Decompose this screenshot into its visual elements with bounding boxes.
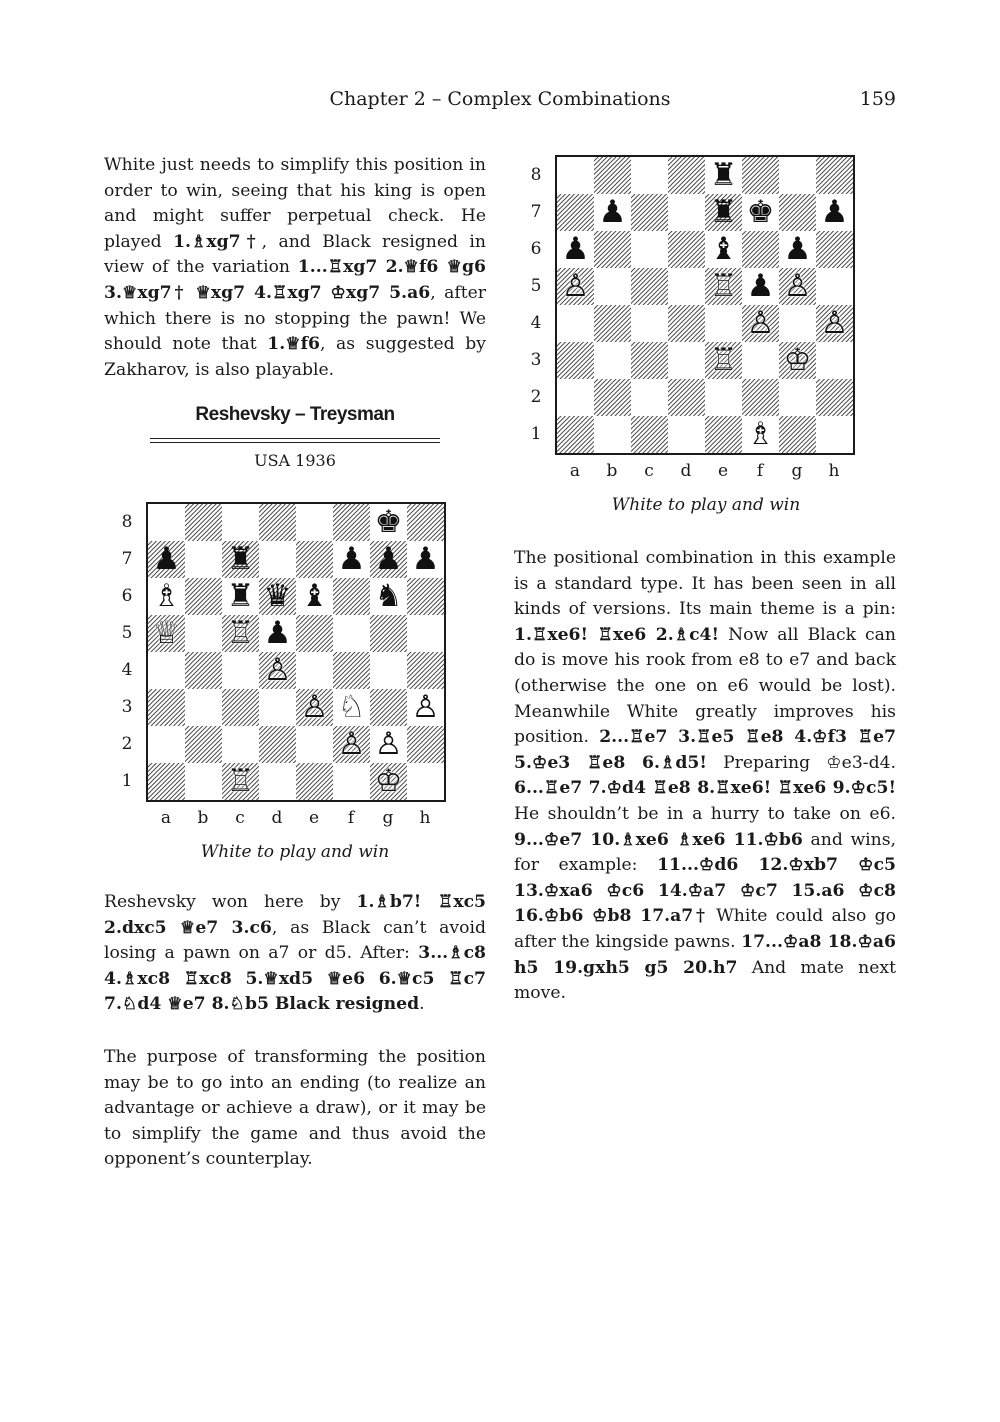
file-label: h xyxy=(828,461,840,481)
black-piece-g8: ♚ xyxy=(374,504,403,540)
file-label: e xyxy=(717,461,729,481)
square-c1 xyxy=(631,416,668,453)
square-f4 xyxy=(333,652,370,689)
square-f8 xyxy=(742,157,779,194)
square-a4 xyxy=(148,652,185,689)
text-run: He shouldn’t be in a hurry to take on e6. xyxy=(514,803,896,824)
text-run: White just needs to simplify this position in order to win, seeing that his king is open and might suffer perpetual check. He played xyxy=(104,155,486,252)
title-rule-bottom xyxy=(150,442,440,443)
rank-label: 7 xyxy=(121,549,133,569)
black-piece-d5: ♟ xyxy=(263,615,292,651)
move-notation: 1.♗b7! ♖xc5 2.dxc5 ♕e7 3.c6 xyxy=(104,892,487,938)
white-piece-g3: ♔ xyxy=(783,342,812,378)
white-piece-a6: ♗ xyxy=(152,578,181,614)
file-label: a xyxy=(569,461,581,481)
square-b8 xyxy=(185,504,222,541)
square-d2 xyxy=(259,726,296,763)
chess-board-1 xyxy=(146,502,446,802)
black-piece-c6: ♜ xyxy=(226,578,255,614)
file-label: h xyxy=(419,808,431,828)
black-piece-g7: ♟ xyxy=(374,541,403,577)
square-a3 xyxy=(148,689,185,726)
square-a1 xyxy=(557,416,594,453)
rank-label: 6 xyxy=(530,239,542,259)
square-e1 xyxy=(705,416,742,453)
white-piece-e3: ♖ xyxy=(709,342,738,378)
move-notation: 17...♔a8 18.♔a6 h5 19.gxh5 g5 20.h7 xyxy=(514,931,896,978)
rank-label: 4 xyxy=(530,313,542,333)
white-piece-a5: ♙ xyxy=(561,268,590,304)
rank-label: 6 xyxy=(121,586,133,606)
square-g4 xyxy=(779,305,816,342)
square-d7 xyxy=(259,541,296,578)
black-piece-d6: ♛ xyxy=(263,578,292,614)
move-notation: 2...♖e7 3.♖e5 ♖e8 4.♔f3 ♖e7 5.♔e3 ♖e8 6.♗d5! xyxy=(514,727,897,773)
square-h1 xyxy=(816,416,853,453)
left-column-analysis xyxy=(104,890,486,1018)
square-d1 xyxy=(259,763,296,800)
right-paragraph xyxy=(514,546,896,1007)
square-b4 xyxy=(594,305,631,342)
file-label: e xyxy=(308,808,320,828)
square-g5 xyxy=(370,615,407,652)
analysis-paragraph xyxy=(104,890,486,1018)
square-h2 xyxy=(816,379,853,416)
text-run: White could also go after the kingside pawns. xyxy=(514,906,896,952)
white-piece-g5: ♙ xyxy=(783,268,812,304)
white-piece-g1: ♔ xyxy=(374,763,403,799)
white-piece-d4: ♙ xyxy=(263,652,292,688)
black-piece-c7: ♜ xyxy=(226,541,255,577)
white-piece-h4: ♙ xyxy=(820,305,849,341)
square-d2 xyxy=(668,379,705,416)
square-c6 xyxy=(631,231,668,268)
square-h2 xyxy=(407,726,444,763)
move-notation: 1.♕f6 xyxy=(267,334,320,355)
square-e2 xyxy=(705,379,742,416)
black-piece-f7: ♟ xyxy=(337,541,366,577)
square-g1 xyxy=(779,416,816,453)
square-g3 xyxy=(370,689,407,726)
square-d3 xyxy=(668,342,705,379)
left-column-closing xyxy=(104,1045,486,1173)
square-b7 xyxy=(185,541,222,578)
square-c5 xyxy=(631,268,668,305)
file-label: g xyxy=(791,461,803,481)
file-label: c xyxy=(235,808,245,828)
square-h8 xyxy=(407,504,444,541)
square-f5 xyxy=(333,615,370,652)
board-1-caption: White to play and win xyxy=(200,842,390,862)
move-notation: 9...♔e7 10.♗xe6 ♗xe6 11.♔b6 xyxy=(514,829,803,850)
black-piece-e7: ♜ xyxy=(709,194,738,230)
file-label: c xyxy=(644,461,654,481)
square-a8 xyxy=(557,157,594,194)
white-piece-f1: ♗ xyxy=(746,416,775,452)
square-c8 xyxy=(222,504,259,541)
move-notation: 1.♗xg7† xyxy=(173,231,262,252)
square-h6 xyxy=(407,578,444,615)
square-f3 xyxy=(742,342,779,379)
square-a2 xyxy=(557,379,594,416)
square-d8 xyxy=(259,504,296,541)
square-a8 xyxy=(148,504,185,541)
intro-paragraph xyxy=(104,153,486,383)
square-b6 xyxy=(594,231,631,268)
right-column-text xyxy=(514,546,896,1007)
move-notation: 6...♖e7 7.♔d4 ♖e8 8.♖xe6! ♖xe6 9.♔c5! xyxy=(514,778,896,799)
text-run: , after which there is no stopping the pawn! We should note that xyxy=(104,282,486,355)
rank-label: 7 xyxy=(530,202,542,222)
square-b1 xyxy=(594,416,631,453)
square-e4 xyxy=(705,305,742,342)
square-h5 xyxy=(816,268,853,305)
file-label: f xyxy=(756,461,764,481)
square-g7 xyxy=(779,194,816,231)
square-d7 xyxy=(668,194,705,231)
square-c3 xyxy=(631,342,668,379)
square-f6 xyxy=(333,578,370,615)
file-label: d xyxy=(680,461,692,481)
rank-label: 5 xyxy=(121,623,133,643)
white-piece-a5: ♕ xyxy=(152,615,181,651)
square-f2 xyxy=(742,379,779,416)
text-run: The purpose of transforming the position may be to go into an ending (to realize an advantage or achieve a draw), or it may be to simplify the game and thus avoid the opponent’s counterplay. xyxy=(104,1047,486,1170)
black-piece-e6: ♝ xyxy=(709,231,738,267)
square-b2 xyxy=(594,379,631,416)
square-e7 xyxy=(296,541,333,578)
square-d1 xyxy=(668,416,705,453)
move-notation: 1...♖xg7 2.♕f6 ♕g6 3.♕xg7† ♕xg7 4.♖xg7 ♔xg7 5.a6 xyxy=(104,257,486,303)
text-run: And mate next move. xyxy=(514,957,896,1004)
white-piece-g2: ♙ xyxy=(374,726,403,762)
white-piece-e3: ♙ xyxy=(300,689,329,725)
square-h5 xyxy=(407,615,444,652)
square-e8 xyxy=(296,504,333,541)
white-piece-e5: ♖ xyxy=(709,268,738,304)
square-a4 xyxy=(557,305,594,342)
rank-label: 1 xyxy=(121,771,133,791)
file-label: d xyxy=(271,808,283,828)
square-b4 xyxy=(185,652,222,689)
square-c4 xyxy=(222,652,259,689)
file-label: b xyxy=(606,461,618,481)
square-a1 xyxy=(148,763,185,800)
black-piece-h7: ♟ xyxy=(411,541,440,577)
square-d8 xyxy=(668,157,705,194)
black-piece-f5: ♟ xyxy=(746,268,775,304)
white-piece-h3: ♙ xyxy=(411,689,440,725)
rank-label: 4 xyxy=(121,660,133,680)
square-e4 xyxy=(296,652,333,689)
rank-label: 8 xyxy=(530,165,542,185)
file-label: g xyxy=(382,808,394,828)
square-b3 xyxy=(594,342,631,379)
white-piece-f4: ♙ xyxy=(746,305,775,341)
move-notation: 11...♔d6 12.♔xb7 ♔c5 13.♔xa6 ♔c6 14.♔a7 ♔c7 15.a6 ♔c8 16.♔b6 ♔b8 17.a7† xyxy=(514,855,896,927)
chess-board-2 xyxy=(555,155,855,455)
title-rule-top xyxy=(150,438,440,439)
square-c4 xyxy=(631,305,668,342)
square-b3 xyxy=(185,689,222,726)
text-run: Preparing ♔e3-d4. xyxy=(706,752,896,773)
square-a2 xyxy=(148,726,185,763)
rank-label: 3 xyxy=(530,350,542,370)
chapter-title: Chapter 2 – Complex Combinations xyxy=(329,88,671,110)
square-b5 xyxy=(185,615,222,652)
square-a3 xyxy=(557,342,594,379)
white-piece-f3: ♘ xyxy=(337,689,366,725)
square-c3 xyxy=(222,689,259,726)
square-c2 xyxy=(222,726,259,763)
square-g4 xyxy=(370,652,407,689)
rank-label: 2 xyxy=(530,387,542,407)
square-h8 xyxy=(816,157,853,194)
square-b8 xyxy=(594,157,631,194)
white-piece-f2: ♙ xyxy=(337,726,366,762)
square-d6 xyxy=(668,231,705,268)
rank-label: 1 xyxy=(530,424,542,444)
square-a7 xyxy=(557,194,594,231)
square-h6 xyxy=(816,231,853,268)
square-f6 xyxy=(742,231,779,268)
black-piece-b7: ♟ xyxy=(598,194,627,230)
square-b6 xyxy=(185,578,222,615)
square-c2 xyxy=(631,379,668,416)
square-d5 xyxy=(668,268,705,305)
text-run: , and Black resigned in view of the variation xyxy=(104,231,486,278)
square-g8 xyxy=(779,157,816,194)
black-piece-a6: ♟ xyxy=(561,231,590,267)
square-c8 xyxy=(631,157,668,194)
move-notation: 1.♖xe6! ♖xe6 2.♗c4! xyxy=(514,624,720,645)
rank-label: 8 xyxy=(121,512,133,532)
page-number: 159 xyxy=(859,88,896,110)
black-piece-e8: ♜ xyxy=(709,157,738,193)
page-header xyxy=(104,84,896,116)
rank-label: 3 xyxy=(121,697,133,717)
file-label: a xyxy=(160,808,172,828)
square-c7 xyxy=(631,194,668,231)
square-f1 xyxy=(333,763,370,800)
text-run: , as suggested by Zakharov, is also playable. xyxy=(104,334,486,380)
square-b5 xyxy=(594,268,631,305)
move-notation: 3...♗c8 4.♗xc8 ♖xc8 5.♕xd5 ♕e6 6.♕c5 ♖c7 7.♘d4 ♕e7 8.♘b5 Black resigned xyxy=(104,943,486,1015)
square-h4 xyxy=(407,652,444,689)
square-b1 xyxy=(185,763,222,800)
file-label: f xyxy=(347,808,355,828)
closing-paragraph xyxy=(104,1045,486,1173)
left-column-intro xyxy=(104,153,486,383)
black-piece-h7: ♟ xyxy=(820,194,849,230)
black-piece-e6: ♝ xyxy=(300,578,329,614)
square-f8 xyxy=(333,504,370,541)
black-piece-g6: ♞ xyxy=(374,578,403,614)
board-2-caption: White to play and win xyxy=(611,495,801,515)
text-run: and wins, for example: xyxy=(514,829,897,876)
square-h1 xyxy=(407,763,444,800)
file-label: b xyxy=(197,808,209,828)
black-piece-a7: ♟ xyxy=(152,541,181,577)
square-g2 xyxy=(779,379,816,416)
text-run: , as Black can’t avoid losing a pawn on a7 or d5. After: xyxy=(104,917,486,964)
square-d4 xyxy=(668,305,705,342)
rank-label: 2 xyxy=(121,734,133,754)
white-piece-c5: ♖ xyxy=(226,615,255,651)
black-piece-f7: ♚ xyxy=(746,194,775,230)
text-run: Reshevsky won here by xyxy=(104,892,357,912)
text-run: . xyxy=(419,994,425,1015)
square-e5 xyxy=(296,615,333,652)
square-h3 xyxy=(816,342,853,379)
square-e1 xyxy=(296,763,333,800)
square-d3 xyxy=(259,689,296,726)
text-run: Now all Black can do is move his rook from e8 to e7 and back (otherwise the one on e6 would be lost). Meanwhile White greatly improves his position. xyxy=(514,624,896,748)
square-b2 xyxy=(185,726,222,763)
square-e2 xyxy=(296,726,333,763)
black-piece-g6: ♟ xyxy=(783,231,812,267)
text-run: The positional combination in this example is a standard type. It has been seen in all kinds of versions. Its main theme is a pin: xyxy=(514,548,896,620)
game-title: Reshevsky – Treysman xyxy=(195,404,395,425)
white-piece-c1: ♖ xyxy=(226,763,255,799)
rank-label: 5 xyxy=(530,276,542,296)
event-label: USA 1936 xyxy=(254,451,336,470)
